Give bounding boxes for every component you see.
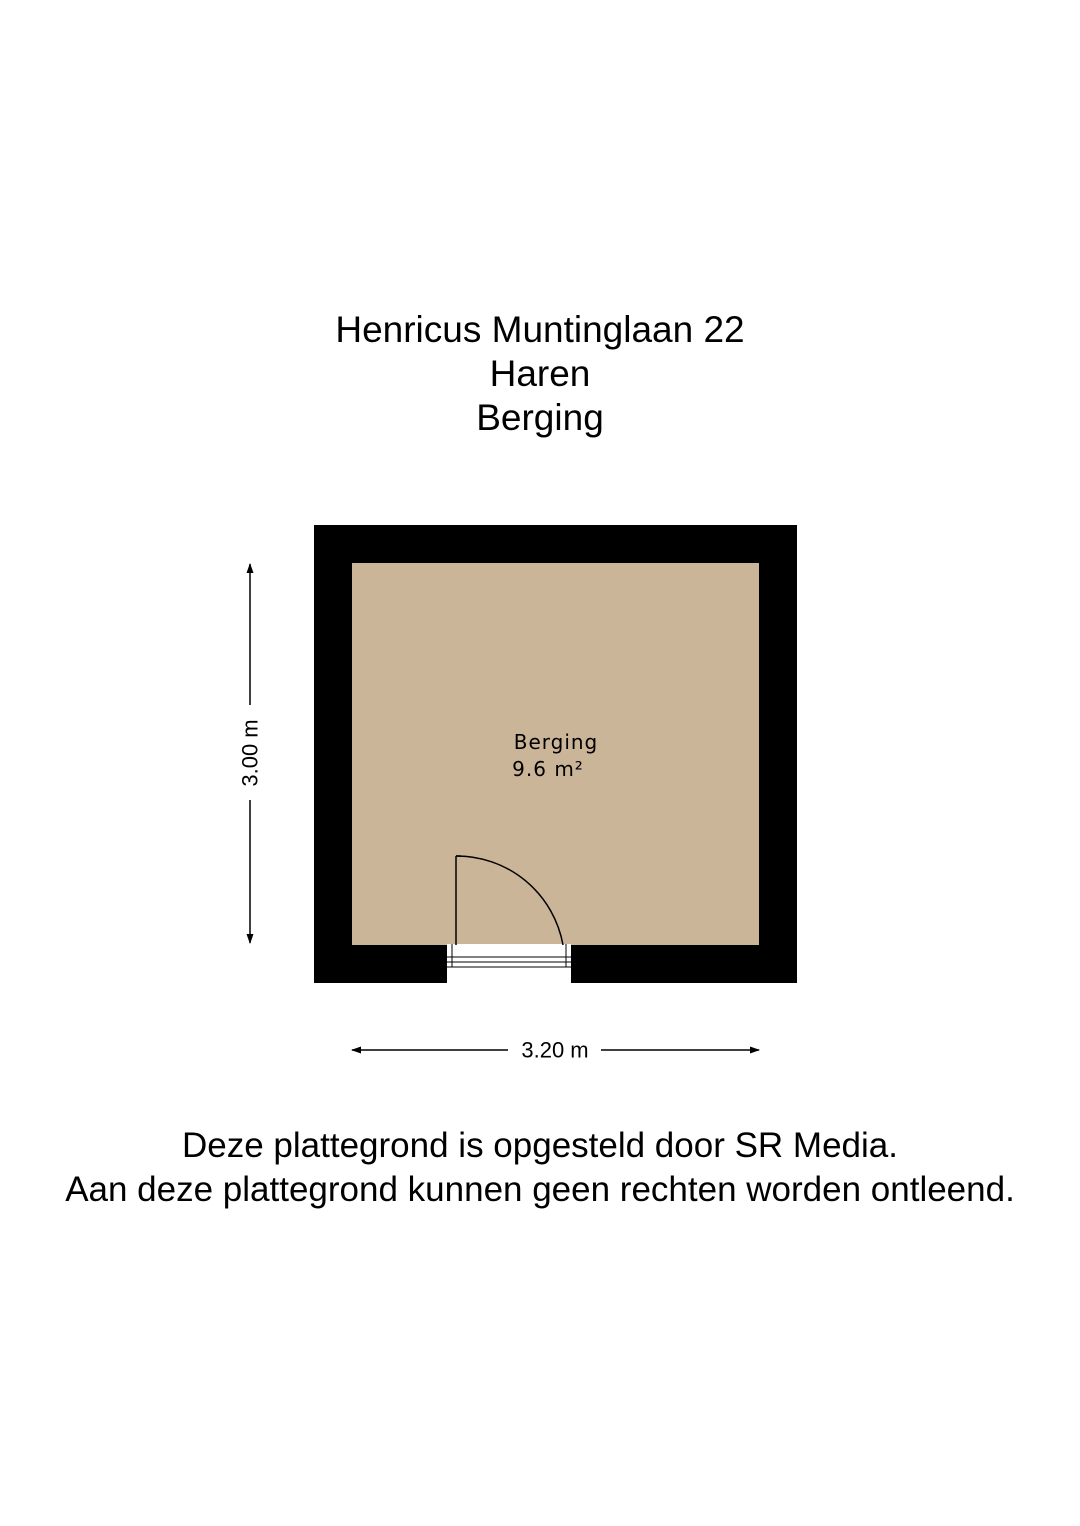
room-name: Berging (513, 730, 599, 754)
disclaimer-line-1: Deze plattegrond is opgesteld door SR Media. (182, 1126, 898, 1165)
room-area: 9.6 m² (512, 757, 584, 781)
door-opening (447, 944, 571, 984)
width-label: 3.20 m (521, 1037, 589, 1063)
city-title: Haren (489, 353, 591, 394)
disclaimer-line-2: Aan deze plattegrond kunnen geen rechten worden ontleend. (65, 1170, 1015, 1209)
floor-title: Berging (476, 397, 604, 438)
address-title: Henricus Muntinglaan 22 (335, 309, 745, 350)
room-floor (352, 563, 759, 945)
height-label: 3.00 m (237, 719, 263, 787)
disclaimer (0, 1124, 1080, 1212)
